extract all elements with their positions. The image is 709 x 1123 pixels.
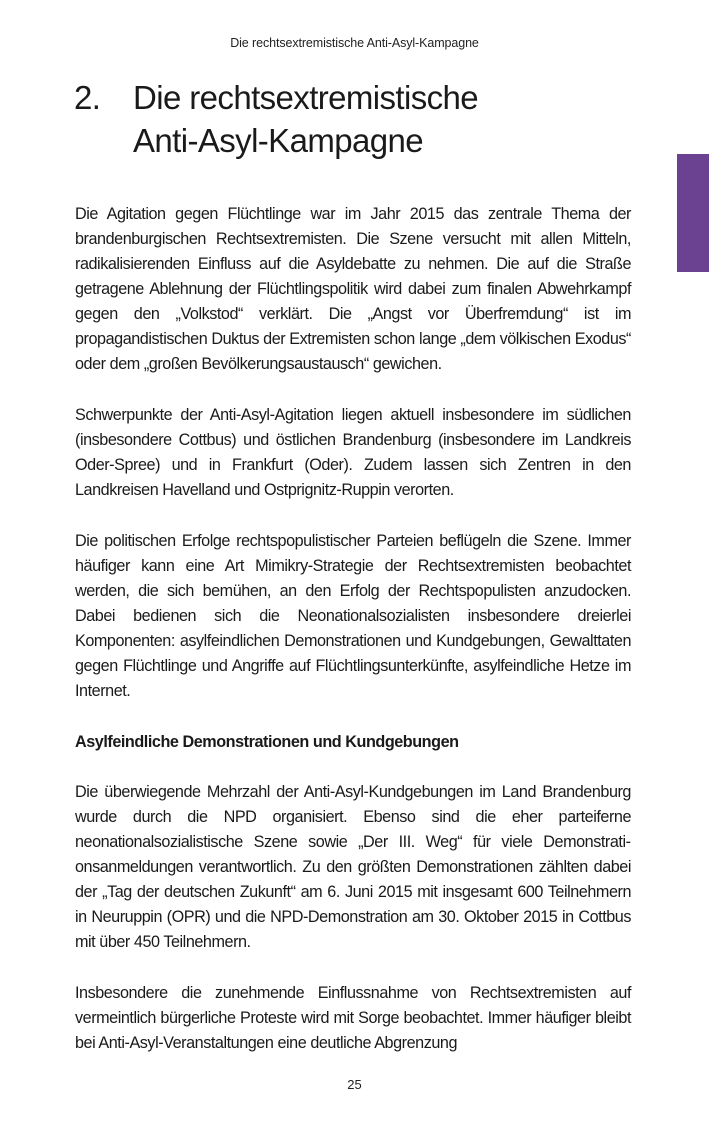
page-number: 25 xyxy=(347,1077,362,1092)
chapter-title-line-2: Anti-Asyl-Kampagne xyxy=(133,122,424,159)
paragraph-political-success: Die politischen Erfolge rechtspopulistischer Parteien beflügeln die Szene. Immer häufiger kann eine Art Mimikry-Strategie der Rechtsextremisten beobachtet werden, die sich bemühen, an den Erfolg der Rechtspopulisten anzudocken. Dabei bedienen sich die Neonationalsozialisten insbesondere dreierlei Komponenten: asylfeindlichen Demonstrationen und Kundgebungen, Gewalttaten gegen Flüchtlinge und Angriffe auf Flüchtlingsunterkünfte, asylfeindliche Hetze im Internet. xyxy=(75,532,631,700)
section-heading: Asylfeindliche Demonstrationen und Kundgebungen xyxy=(75,733,459,751)
paragraph-intro: Die Agitation gegen Flüchtlinge war im Jahr 2015 das zentrale Thema der brandenburgischen Rechtsextremisten. Die Szene versucht mit allen Mitteln, radikalisierenden Einfluss auf die Asyldebatte zu nehmen. Die auf die Straße getragene Ablehnung der Flüchtlingspolitik wird dabei zum finalen Abwehrkampf gegen den „Volkstod“ verklärt. Die „Angst vor Überfremdung“ ist im propagandistischen Duktus der Extremisten schon lange „dem völkischen Exodus“ oder dem „großen Bevölkerungsaustausch“ gewichen. xyxy=(75,205,631,373)
chapter-title-text xyxy=(133,76,634,162)
chapter-title-line-1: Die rechtsextremistische xyxy=(133,79,479,116)
paragraph-demonstrations: Die überwiegende Mehrzahl der Anti-Asyl-Kundgebungen im Land Brandenburg wurde durch die NPD organisiert. Ebenso sind die eher parteiferne neonationalsozialistische Szene sowie „Der III. Weg“ für viele Demonstrationsanmeldungen verantwortlich. Zu den größten Demonstrationen zählten dabei der „Tag der deutschen Zukunft“ am 6. Juni 2015 mit insgesamt 600 Teilnehmern in Neuruppin (OPR) und die NPD-Demonstration am 30. Oktober 2015 in Cottbus mit über 450 Teilnehmern. xyxy=(75,783,631,951)
chapter-side-tab xyxy=(677,154,709,272)
chapter-title xyxy=(74,76,634,162)
paragraph-influence: Insbesondere die zunehmende Einflussnahme von Rechtsextremisten auf vermeintlich bürgerliche Proteste wird mit Sorge beobachtet. Immer häufiger bleibt bei Anti-Asyl-Veranstaltungen eine deutliche Abgrenzung xyxy=(75,984,631,1052)
running-header: Die rechtsextremistische Anti-Asyl-Kampagne xyxy=(230,36,479,50)
body-text xyxy=(75,202,631,1082)
chapter-number: 2. xyxy=(74,79,101,116)
paragraph-focus-regions: Schwerpunkte der Anti-Asyl-Agitation liegen aktuell insbesondere im südlichen (insbesondere Cottbus) und östlichen Brandenburg (insbesondere im Landkreis Oder-Spree) und in Frankfurt (Oder). Zudem lassen sich Zentren in den Landkreisen Havelland und Ostprignitz-Ruppin verorten. xyxy=(75,406,631,499)
